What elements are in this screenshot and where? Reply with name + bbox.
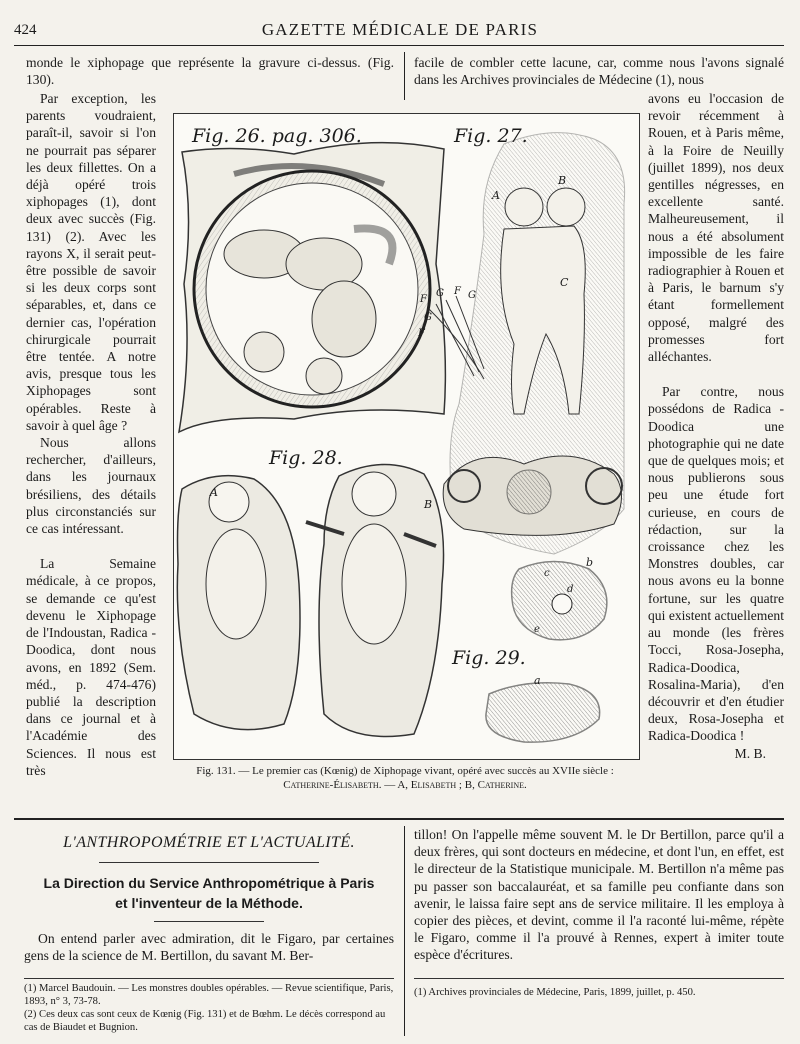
left-paragraph-1: monde le xiphopage que représente la gravure ci-dessus. (Fig. 130). [26, 55, 394, 88]
headline-line-2: et l'inventeur de la Méthode. [115, 895, 303, 911]
svg-text:F: F [420, 294, 427, 305]
footnote-left-2: (2) Ces deux cas sont ceux de Kœnig (Fig. 131) et de Bœhm. Le décès correspond au cas de Biaudet et Bugnion. [24, 1009, 386, 1033]
headline-underline [154, 921, 264, 922]
svg-text:G: G [436, 288, 444, 299]
right-paragraph-top: facile de combler cette lacune, car, comme nous l'avons signalé dans les Archives provinciales de Médecine (1), nous [414, 55, 784, 88]
article-right-column [414, 826, 784, 964]
article-column-divider [404, 826, 405, 1036]
svg-text:e: e [534, 624, 540, 635]
article-left-column [24, 834, 394, 964]
svg-text:C: C [560, 276, 569, 289]
svg-text:F: F [454, 286, 461, 297]
svg-text:B: B [424, 498, 433, 511]
article-right-paragraph: tillon! On l'appelle même souvent M. le Dr Bertillon, parce qu'il a deux frères, qui sont docteurs en médecine, et dont l'un, en effet, est le directeur de la Statistique municipale. M. Bertillon n'a même pas pu passer son baccalauréat, et sa famille peu confiante dans son avenir, le laissa faire sept ans de service militaire. Il les employa à copier des pièces, et devint, comme il l'a raconté lui-même, répète le Figaro, comme il l'a prouvé à Rennes, expert à imiter toute espèce d'écritures. [414, 827, 784, 963]
caption-line-1: Fig. 131. — Le premier cas (Kœnig) de Xiphopage vivant, opéré avec succès au XVIIe siècle : [196, 765, 614, 777]
right-intro-text [414, 54, 784, 88]
left-column [26, 90, 156, 779]
svg-text:A: A [492, 189, 500, 202]
signature: M. B. [734, 745, 766, 761]
section-title-underline [99, 862, 319, 863]
fig26-drawing [179, 143, 445, 432]
left-paragraph-4: La Semaine médicale, à ce propos, se demande ce qu'est devenu le Xiphopage de l'Indoustan, Radica - Doodica, dont nous avons, en 1892 (Sem. méd., p. 474-476) publié la description dans ce journal et à l'Académie des Sciences. Il nous est très [26, 556, 156, 778]
footnote-left-1: (1) Marcel Baudouin. — Les monstres doubles opérables. — Revue scientifique, Paris, 1893, n° 3, 73-78. [24, 983, 394, 1007]
left-paragraph-3: Nous allons rechercher, d'ailleurs, dans les journaux brésiliens, des détails plus circonstanciés sur ce cas intéressant. [26, 435, 156, 537]
svg-text:a: a [534, 674, 541, 687]
right-paragraph-1: avons eu l'occasion de revoir récemment à Rouen, et à Paris même, à la Foire de Neuilly (juillet 1899), nos deux gentilles négresses, en excellente santé. Malheureusement, il nous a été absolument impossible de les faire radiographier à Rouen et à Paris, le barnum s'y étant formellement opposé, malgré des promesses fort alléchantes. [648, 91, 784, 365]
right-column [648, 90, 784, 762]
svg-text:G: G [468, 290, 476, 301]
section-title: L'ANTHROPOMÉTRIE ET L'ACTUALITÉ. [63, 834, 355, 851]
fig28-drawing [177, 464, 443, 736]
fig26-label: Fig. 26. pag. 306. [192, 125, 362, 147]
fig28-label: Fig. 28. [269, 447, 343, 469]
headline-line-1: La Direction du Service Anthropométrique à Paris [43, 875, 375, 891]
fig29-label: Fig. 29. [452, 647, 526, 669]
footnote-right-1: (1) Archives provinciales de Médecine, Paris, 1899, juillet, p. 450. [414, 987, 696, 998]
header-rule [14, 45, 784, 46]
footnotes-left [24, 982, 394, 1034]
caption-line-2: Catherine-Élisabeth. — A, Elisabeth ; B, Catherine. [283, 779, 527, 791]
svg-text:B: B [558, 174, 567, 187]
article-rule [14, 818, 784, 820]
fig27-drawing [417, 133, 625, 554]
svg-text:c: c [544, 568, 550, 579]
journal-title: GAZETTE MÉDICALE DE PARIS [261, 20, 539, 39]
page-number: 424 [14, 22, 37, 38]
left-intro-text [26, 54, 394, 88]
fig27-label: Fig. 27. [454, 125, 528, 147]
footnotes-right [414, 986, 784, 999]
svg-text:d: d [567, 584, 574, 595]
figure-caption [160, 764, 650, 792]
svg-text:A: A [210, 486, 218, 499]
svg-text:b: b [586, 556, 594, 569]
svg-text:F: F [418, 328, 425, 339]
footnote-rule-right [414, 978, 784, 979]
right-paragraph-2: Par contre, nous possédons de Radica - Doodica une photographie qui ne date que de quelques mois; et nous publierons sous peu une étude fort curieuse, en cours de rédaction, sur la croissance chez les Monstres doubles, car nous avons eu la bonne fortune, sur les quatre qui existent actuellement au monde (les frères Tocci, Rosa-Josepha, Radica-Doodica, Rosalina-Maria), d'en découvrir et d'en étudier deux, Rosa-Josepha et Radica-Doodica ! [648, 384, 784, 744]
figure-illustration [173, 113, 640, 760]
column-divider-top [404, 52, 405, 100]
engraving-svg [174, 114, 639, 759]
svg-text:G: G [424, 312, 432, 323]
left-paragraph-2: Par exception, les parents voudraient, paraît-il, savoir si l'on ne pourrait pas séparer les deux fillettes. On a déjà opéré trois xiphopages (1), dont deux avec succès (Fig. 131) (2). Avec les rayons X, il serait peut-être possible de savoir si les deux corps sont séparables, et, dans ce dernier cas, l'opération chirurgicale pourrait être tentée. A notre avis, presque tous les Xiphopages sont opérables. Reste à savoir à quel âge ? [26, 91, 156, 433]
article-left-paragraph: On entend parler avec admiration, dit le Figaro, par certaines gens de la science de M. Bertillon, du savant M. Ber- [24, 931, 394, 964]
footnote-rule-left [24, 978, 394, 979]
